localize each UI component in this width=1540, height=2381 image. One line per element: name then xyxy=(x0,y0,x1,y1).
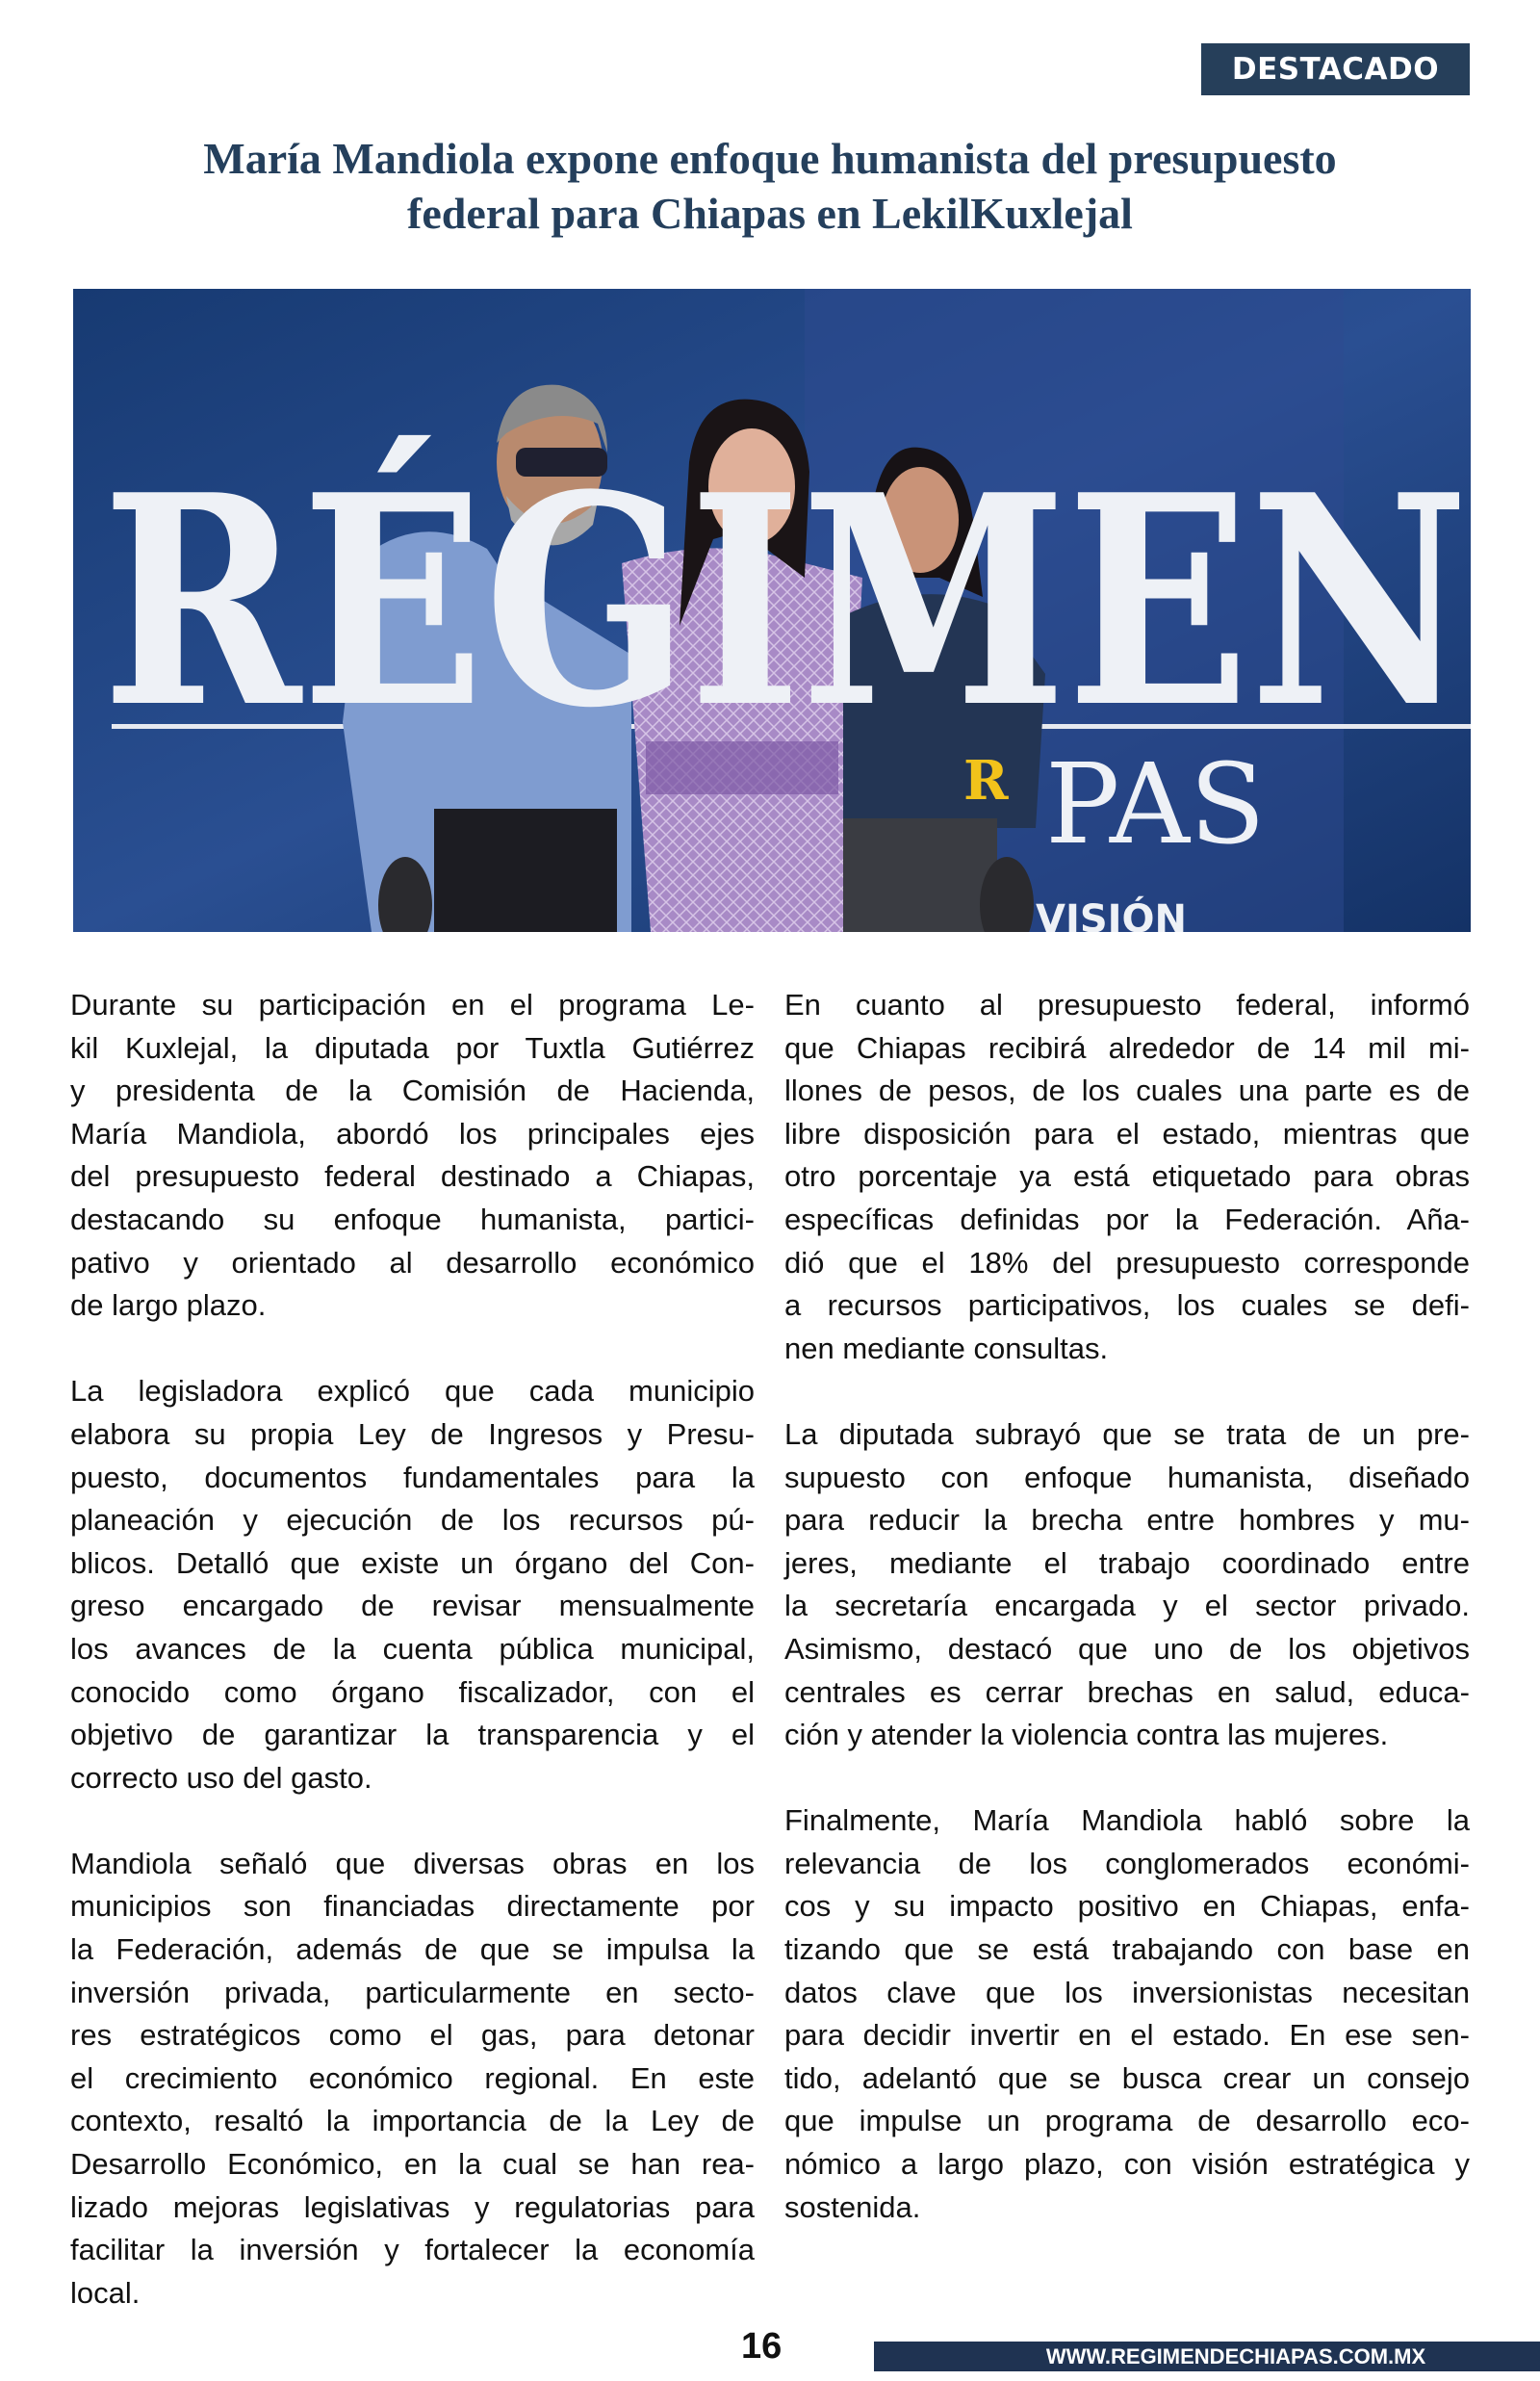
paragraph-line: tizando que se está trabajando con base en xyxy=(784,1932,1470,1967)
paragraph-line: supuesto con enfoque humanista, diseñado xyxy=(784,1460,1470,1494)
paragraph-line: de largo plazo. xyxy=(70,1288,267,1323)
paragraph-line: facilitar la inversión y fortalecer la economía xyxy=(70,2233,755,2267)
shirt-logo: R xyxy=(963,749,1009,813)
article-photo xyxy=(73,289,1471,932)
footer-website-bar xyxy=(874,2342,1540,2371)
paragraph-line: la Federación, además de que se impulsa la xyxy=(70,1932,755,1967)
article-paragraph xyxy=(784,1799,1470,2229)
paragraph-line: a recursos participativos, los cuales se defi- xyxy=(784,1288,1470,1323)
section-badge: DESTACADO xyxy=(1201,43,1470,95)
paragraph-line: La legisladora explicó que cada municipio xyxy=(70,1374,755,1409)
paragraph-line: Finalmente, María Mandiola habló sobre la xyxy=(784,1803,1470,1838)
paragraph-line: inversión privada, particularmente en secto- xyxy=(70,1975,755,2009)
article-paragraph xyxy=(784,1413,1470,1757)
paragraph-line: Mandiola señaló que diversas obras en los xyxy=(70,1846,755,1880)
paragraph-line: conocido como órgano fiscalizador, con el xyxy=(70,1674,755,1709)
article-column-right xyxy=(784,984,1470,2272)
title-line: María Mandiola expone enfoque humanista del presupuesto xyxy=(203,134,1337,183)
paragraph-line: la secretaría encargada y el sector privado. xyxy=(784,1589,1470,1623)
paragraph-line: En cuanto al presupuesto federal, informó xyxy=(784,988,1470,1022)
paragraph-line: contexto, resaltó la importancia de la Ley de xyxy=(70,2104,755,2138)
paragraph-line: destacando su enfoque humanista, partici- xyxy=(70,1202,755,1236)
paragraph-line: local. xyxy=(70,2275,141,2310)
paragraph-line: ción y atender la violencia contra las mujeres. xyxy=(784,1718,1389,1752)
paragraph-line: datos clave que los inversionistas necesitan xyxy=(784,1975,1470,2009)
paragraph-line: blicos. Detalló que existe un órgano del Con- xyxy=(70,1545,755,1580)
paragraph-line: para reducir la brecha entre hombres y mu- xyxy=(784,1503,1470,1538)
article-paragraph xyxy=(70,1370,755,1799)
paragraph-line: planeación y ejecución de los recursos pú- xyxy=(70,1503,755,1538)
paragraph-line: relevancia de los conglomerados económi- xyxy=(784,1846,1470,1880)
paragraph-line: los avances de la cuenta pública municipal, xyxy=(70,1631,755,1666)
article-title xyxy=(38,131,1502,241)
paragraph-line: La diputada subrayó que se trata de un pre- xyxy=(784,1416,1470,1451)
photo-illustration xyxy=(73,289,1471,932)
paragraph-line: res estratégicos como el gas, para detonar xyxy=(70,2018,755,2053)
paragraph-line: jeres, mediante el trabajo coordinado entre xyxy=(784,1545,1470,1580)
paragraph-line: elabora su propia Ley de Ingresos y Presu- xyxy=(70,1416,755,1451)
sign-bottom-text: VISIÓN xyxy=(1036,897,1188,932)
paragraph-line: para decidir invertir en el estado. En ese sen- xyxy=(784,2018,1470,2053)
sign-text: RÉGIMEN xyxy=(102,431,1469,771)
paragraph-line: y presidenta de la Comisión de Hacienda, xyxy=(70,1074,755,1108)
paragraph-line: llones de pesos, de los cuales una parte es de xyxy=(784,1074,1470,1108)
article-paragraph xyxy=(70,1843,755,2316)
paragraph-line: centrales es cerrar brechas en salud, educa- xyxy=(784,1674,1470,1709)
paragraph-line: puesto, documentos fundamentales para la xyxy=(70,1460,755,1494)
paragraph-line: que impulse un programa de desarrollo eco- xyxy=(784,2104,1470,2138)
paragraph-line: que Chiapas recibirá alrededor de 14 mil mi- xyxy=(784,1030,1470,1065)
paragraph-line: específicas definidas por la Federación. Aña- xyxy=(784,1202,1470,1236)
article-paragraph xyxy=(784,984,1470,1370)
paragraph-line: municipios son financiadas directamente por xyxy=(70,1889,755,1924)
paragraph-line: Desarrollo Económico, en la cual se han rea- xyxy=(70,2147,755,2182)
paragraph-line: otro porcentaje ya está etiquetado para obras xyxy=(784,1159,1470,1194)
paragraph-line: nen mediante consultas. xyxy=(784,1331,1109,1365)
paragraph-line: greso encargado de revisar mensualmente xyxy=(70,1589,755,1623)
paragraph-line: cos y su impacto positivo en Chiapas, enfa- xyxy=(784,1889,1470,1924)
paragraph-line: libre disposición para el estado, mientras que xyxy=(784,1116,1470,1151)
paragraph-line: el crecimiento económico regional. En este xyxy=(70,2060,755,2095)
sign-subtext: PAS xyxy=(1045,740,1266,869)
paragraph-line: kil Kuxlejal, la diputada por Tuxtla Gutiérrez xyxy=(70,1030,755,1065)
paragraph-line: pativo y orientado al desarrollo económico xyxy=(70,1245,755,1280)
page-number: 16 xyxy=(741,2326,783,2367)
paragraph-line: Durante su participación en el programa Le- xyxy=(70,988,755,1022)
paragraph-line: Asimismo, destacó que uno de los objetivos xyxy=(784,1631,1470,1666)
paragraph-line: nómico a largo plazo, con visión estratégica y xyxy=(784,2147,1470,2182)
paragraph-line: objetivo de garantizar la transparencia y el xyxy=(70,1718,755,1752)
article-paragraph xyxy=(70,984,755,1328)
paragraph-line: sostenida. xyxy=(784,2189,921,2224)
paragraph-line: del presupuesto federal destinado a Chiapas, xyxy=(70,1159,755,1194)
title-line: federal para Chiapas en LekilKuxlejal xyxy=(407,189,1133,238)
website-url: WWW.REGIMENDECHIAPAS.COM.MX xyxy=(1045,2343,1426,2368)
paragraph-line: lizado mejoras legislativas y regulatorias para xyxy=(70,2189,755,2224)
paragraph-line: tido, adelantó que se busca crear un consejo xyxy=(784,2060,1470,2095)
paragraph-line: María Mandiola, abordó los principales ejes xyxy=(70,1116,755,1151)
article-column-left xyxy=(70,984,755,2358)
paragraph-line: dió que el 18% del presupuesto corresponde xyxy=(784,1245,1470,1280)
paragraph-line: correcto uso del gasto. xyxy=(70,1760,372,1795)
